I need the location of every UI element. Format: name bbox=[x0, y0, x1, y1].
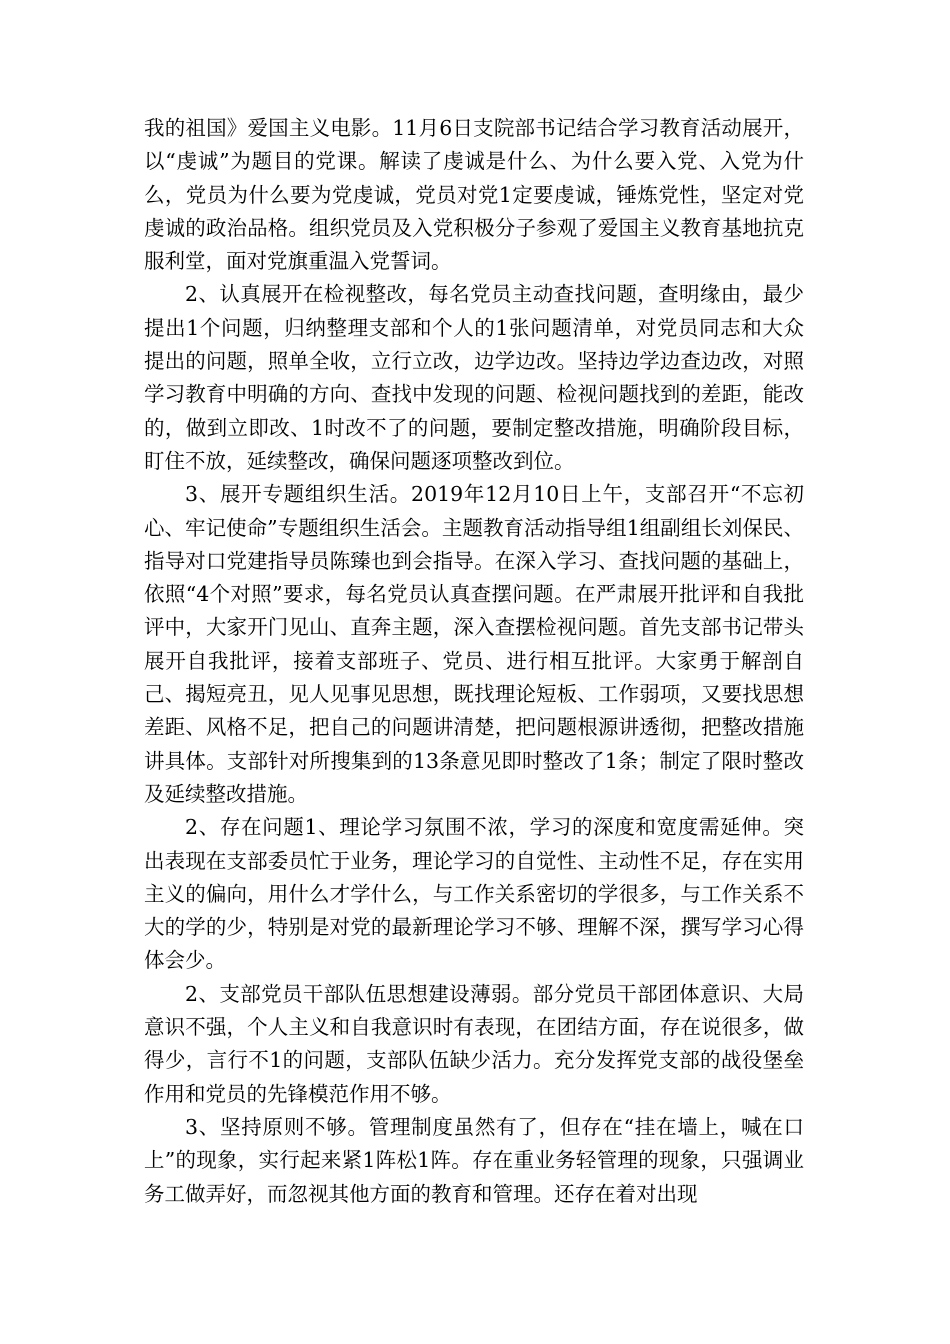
paragraph-3: 3、展开专题组织生活。2019年12月10日上午，支部召开“不忘初心、牢记使命”专题组织生活会。主题教育活动指导组1组副组长刘保民、指导对口党建指导员陈臻也到会指导。在深入学习、查找问题的基础上，依照“4个对照”要求，每名党员认真查摆问题。在严肃展开批评和自我批评中，大家开门见山、直奔主题，深入查摆检视问题。首先支部书记带头展开自我批评，接着支部班子、党员、进行相互批评。大家勇于解剖自己、揭短亮丑，见人见事见思想，既找理论短板、工作弱项，又要找思想差距、风格不足，把自己的问题讲清楚，把问题根源讲透彻，把整改措施讲具体。支部针对所搜集到的13条意见即时整改了1条；制定了限时整改及延续整改措施。 bbox=[144, 482, 804, 806]
paragraph-1: 我的祖国》爱国主义电影。11月6日支院部书记结合学习教育活动展开，以“虔诚”为题目的党课。解读了虔诚是什么、为什么要入党、入党为什么，党员为什么要为党虔诚，党员对党1定要虔诚，锤炼党性，坚定对党虔诚的政治品格。组织党员及入党积极分子参观了爱国主义教育基地抗克服利堂，面对党旗重温入党誓词。 bbox=[144, 116, 804, 274]
paragraph-6: 3、坚持原则不够。管理制度虽然有了，但存在“挂在墙上，喊在口上”的现象，实行起来紧1阵松1阵。存在重业务轻管理的现象，只强调业务工做弄好，而忽视其他方面的教育和管理。还存在着对出现 bbox=[144, 1114, 804, 1206]
paragraph-2: 2、认真展开在检视整改，每名党员主动查找问题，查明缘由，最少提出1个问题，归纳整理支部和个人的1张问题清单，对党员同志和大众提出的问题，照单全收，立行立改，边学边改。坚持边学边查边改，对照学习教育中明确的方向、查找中发现的问题、检视问题找到的差距，能改的，做到立即改、1时改不了的问题，要制定整改措施，明确阶段目标，盯住不放，延续整改，确保问题逐项整改到位。 bbox=[144, 282, 804, 473]
paragraph-5: 2、支部党员干部队伍思想建设薄弱。部分党员干部团体意识、大局意识不强，个人主义和自我意识时有表现，在团结方面，存在说很多，做得少，言行不1的问题，支部队伍缺少活力。充分发挥党支部的战役堡垒作用和党员的先锋模范作用不够。 bbox=[144, 981, 804, 1106]
paragraph-4: 2、存在问题1、理论学习氛围不浓，学习的深度和宽度需延伸。突出表现在支部委员忙于业务，理论学习的自觉性、主动性不足，存在实用主义的偏向，用什么才学什么，与工作关系密切的学很多，与工作关系不大的学的少，特别是对党的最新理论学习不够、理解不深，撰写学习心得体会少。 bbox=[144, 815, 804, 973]
document-body bbox=[144, 112, 804, 1211]
